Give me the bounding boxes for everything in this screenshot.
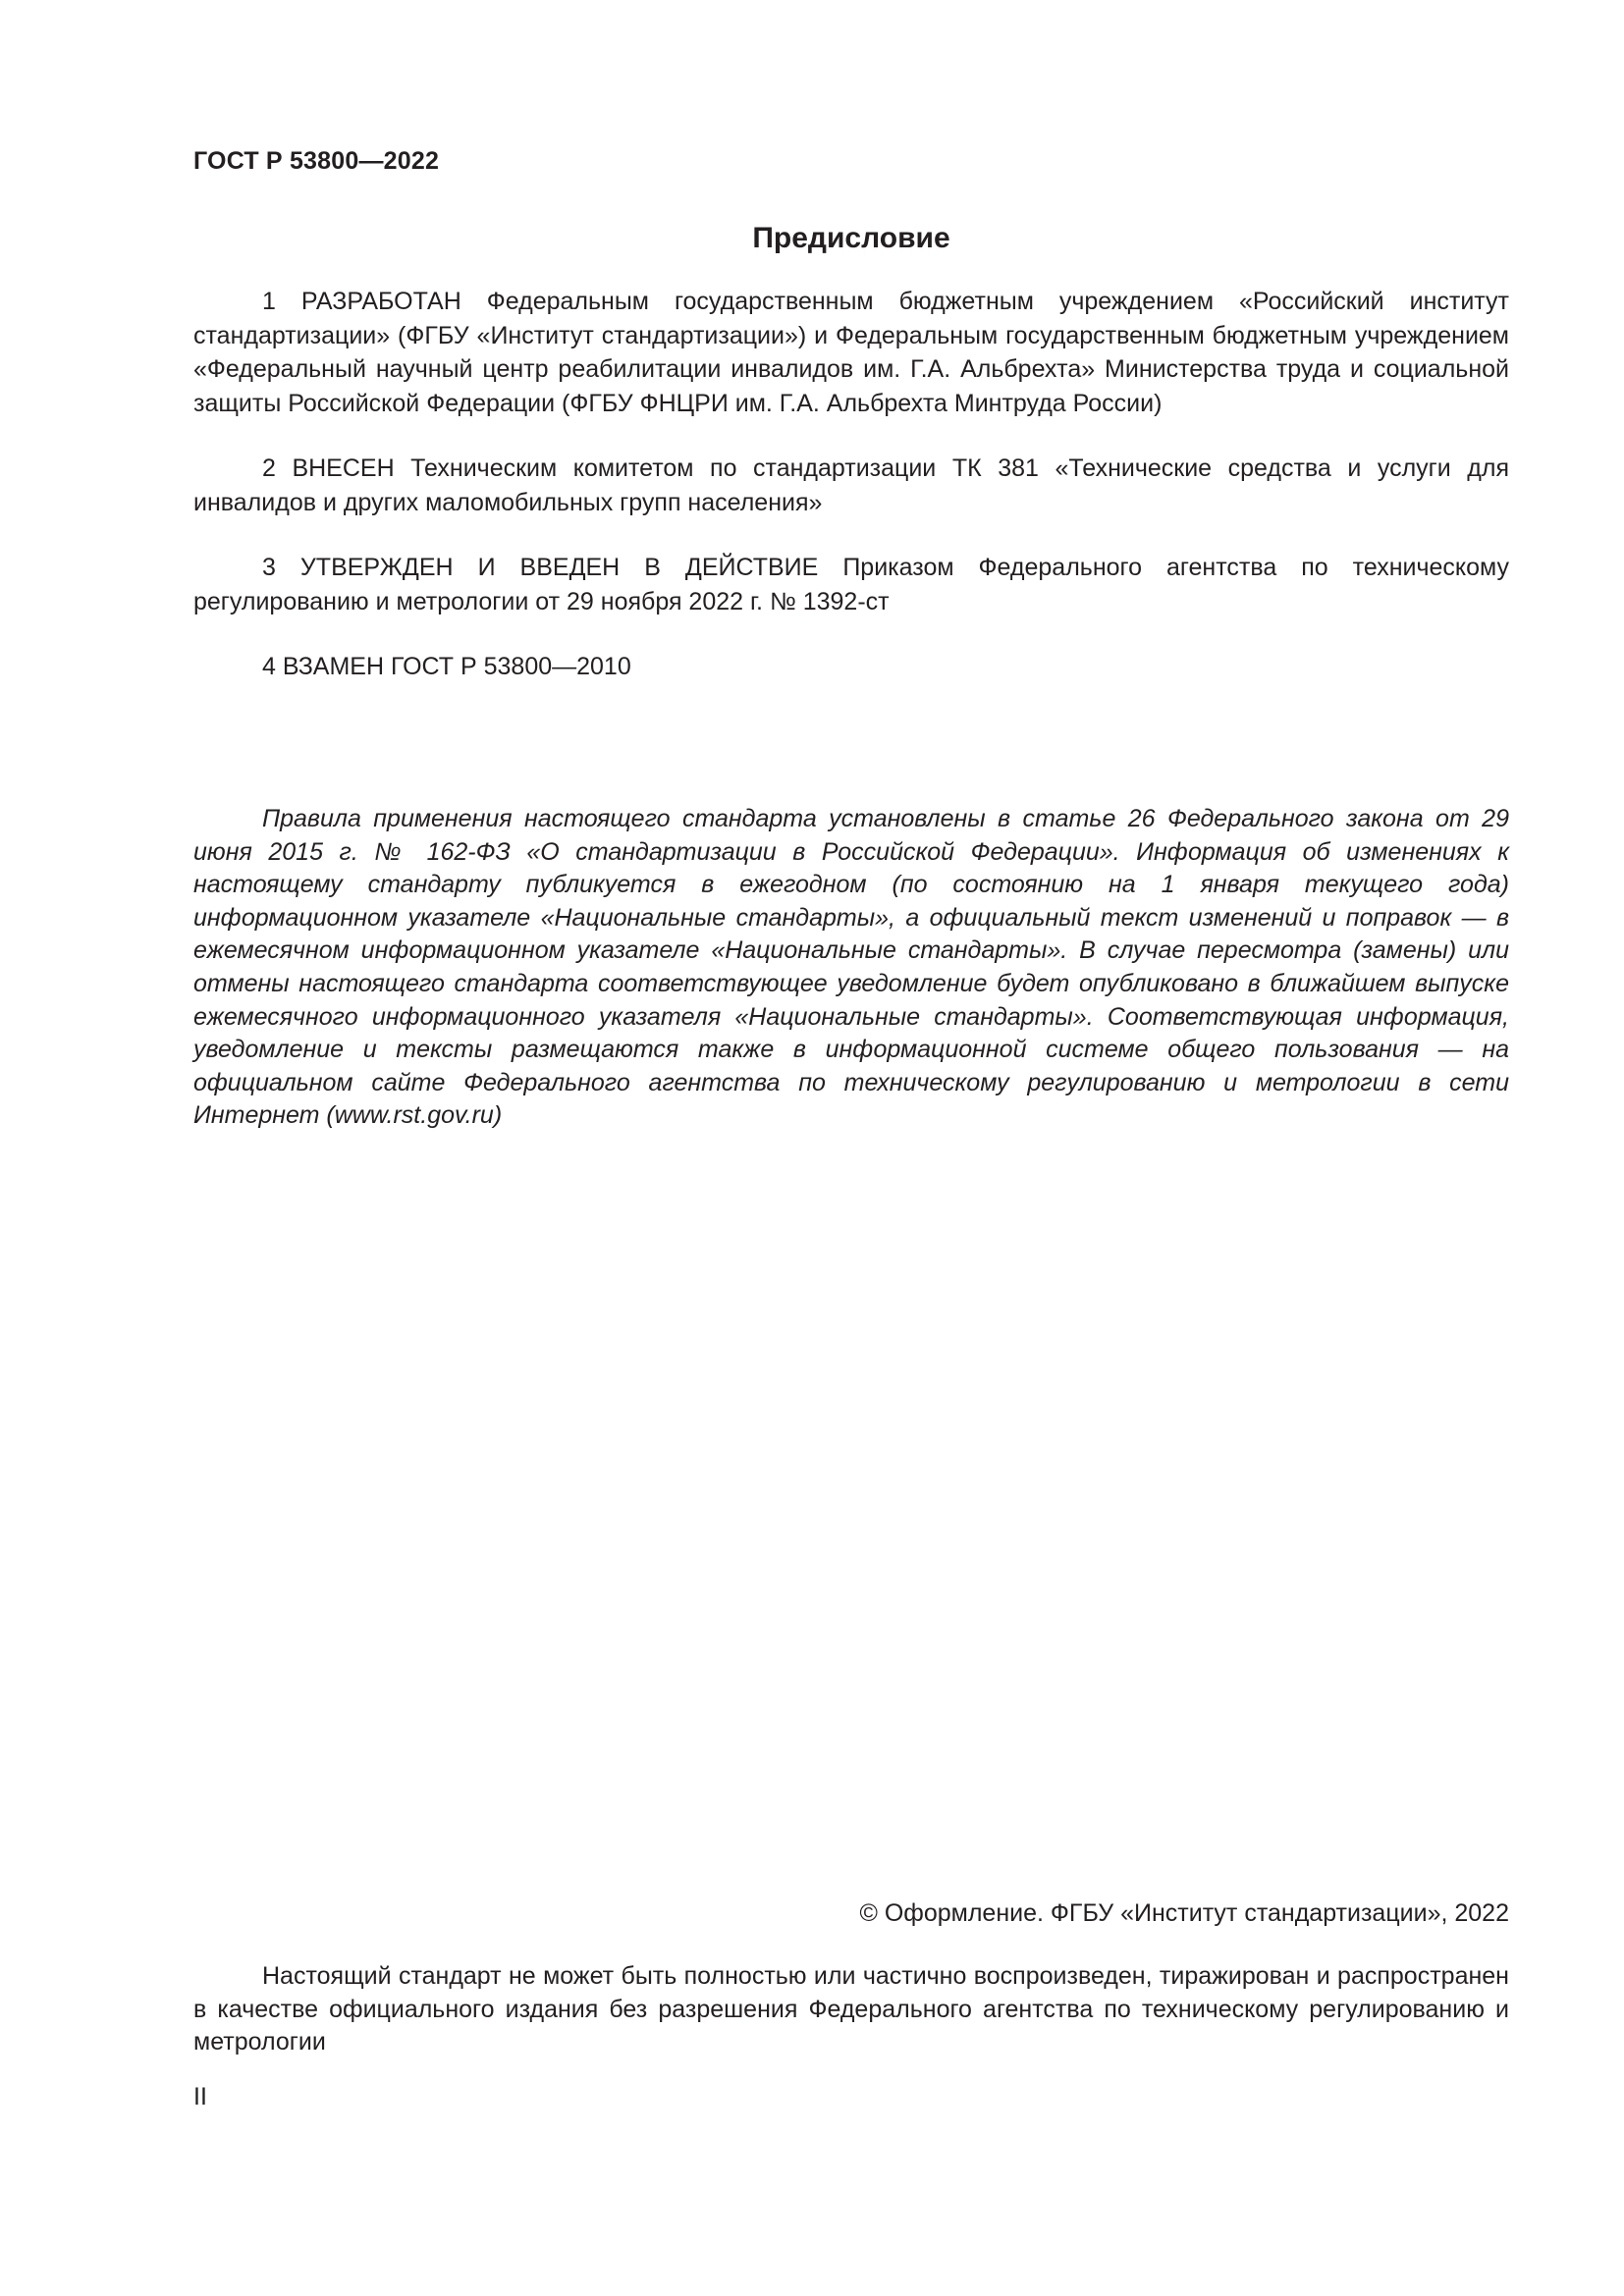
preface-item-introduced: 2 ВНЕСЕН Техническим комитетом по стандартизации ТК 381 «Технические средства и услуги для инвалидов и других маломобильных групп населения»: [193, 454, 1509, 516]
preface-list: [193, 285, 1509, 716]
page-number: II: [193, 2083, 207, 2110]
application-rules-notice: Правила применения настоящего стандарта установлены в статье 26 Федерального закона от 29 июня 2015 г. № 162-ФЗ «О стандартизации в Российской Федерации». Информация об изменениях к настоящему стандарту публикуется в ежегодном (по состоянию на 1 января текущего года) информационном указателе «Национальные стандарты», а официальный текст изменений и поправок — в ежемесячном информационном указателе «Национальные стандарты». В случае пересмотра (замены) или отмены настоящего стандарта соответствующее уведомление будет опубликовано в ближайшем выпуске ежемесячного информационного указателя «Национальные стандарты». Соответствующая информация, уведомление и тексты размещаются также в информационной системе общего пользования — на официальном сайте Федерального агентства по техническому регулированию и метрологии в сети Интернет (www.rst.gov.ru): [193, 805, 1509, 1130]
page-title: Предисловие: [752, 222, 950, 254]
document-code: ГОСТ Р 53800—2022: [193, 147, 440, 175]
preface-item-replaces: 4 ВЗАМЕН ГОСТ Р 53800—2010: [262, 653, 631, 680]
reproduction-notice: Настоящий стандарт не может быть полностью или частично воспроизведен, тиражирован и распространен в качестве официального издания без разрешения Федерального агентства по техническому регулированию и метрологии: [193, 1962, 1509, 2056]
document-page: [193, 0, 1509, 2296]
preface-item-approved: 3 УТВЕРЖДЕН И ВВЕДЕН В ДЕЙСТВИЕ Приказом Федерального агентства по техническому регулированию и метрологии от 29 ноября 2022 г. № 1392-ст: [193, 554, 1509, 615]
copyright-line: © Оформление. ФГБУ «Институт стандартизации», 2022: [859, 1899, 1509, 1927]
preface-item-developed: 1 РАЗРАБОТАН Федеральным государственным бюджетным учреждением «Российский институт стандартизации» (ФГБУ «Институт стандартизации») и Федеральным государственным бюджетным учреждением «Федеральный научный центр реабилитации инвалидов им. Г.А. Альбрехта» Министерства труда и социальной защиты Российской Федерации (ФГБУ ФНЦРИ им. Г.А. Альбрехта Минтруда России): [193, 288, 1509, 417]
